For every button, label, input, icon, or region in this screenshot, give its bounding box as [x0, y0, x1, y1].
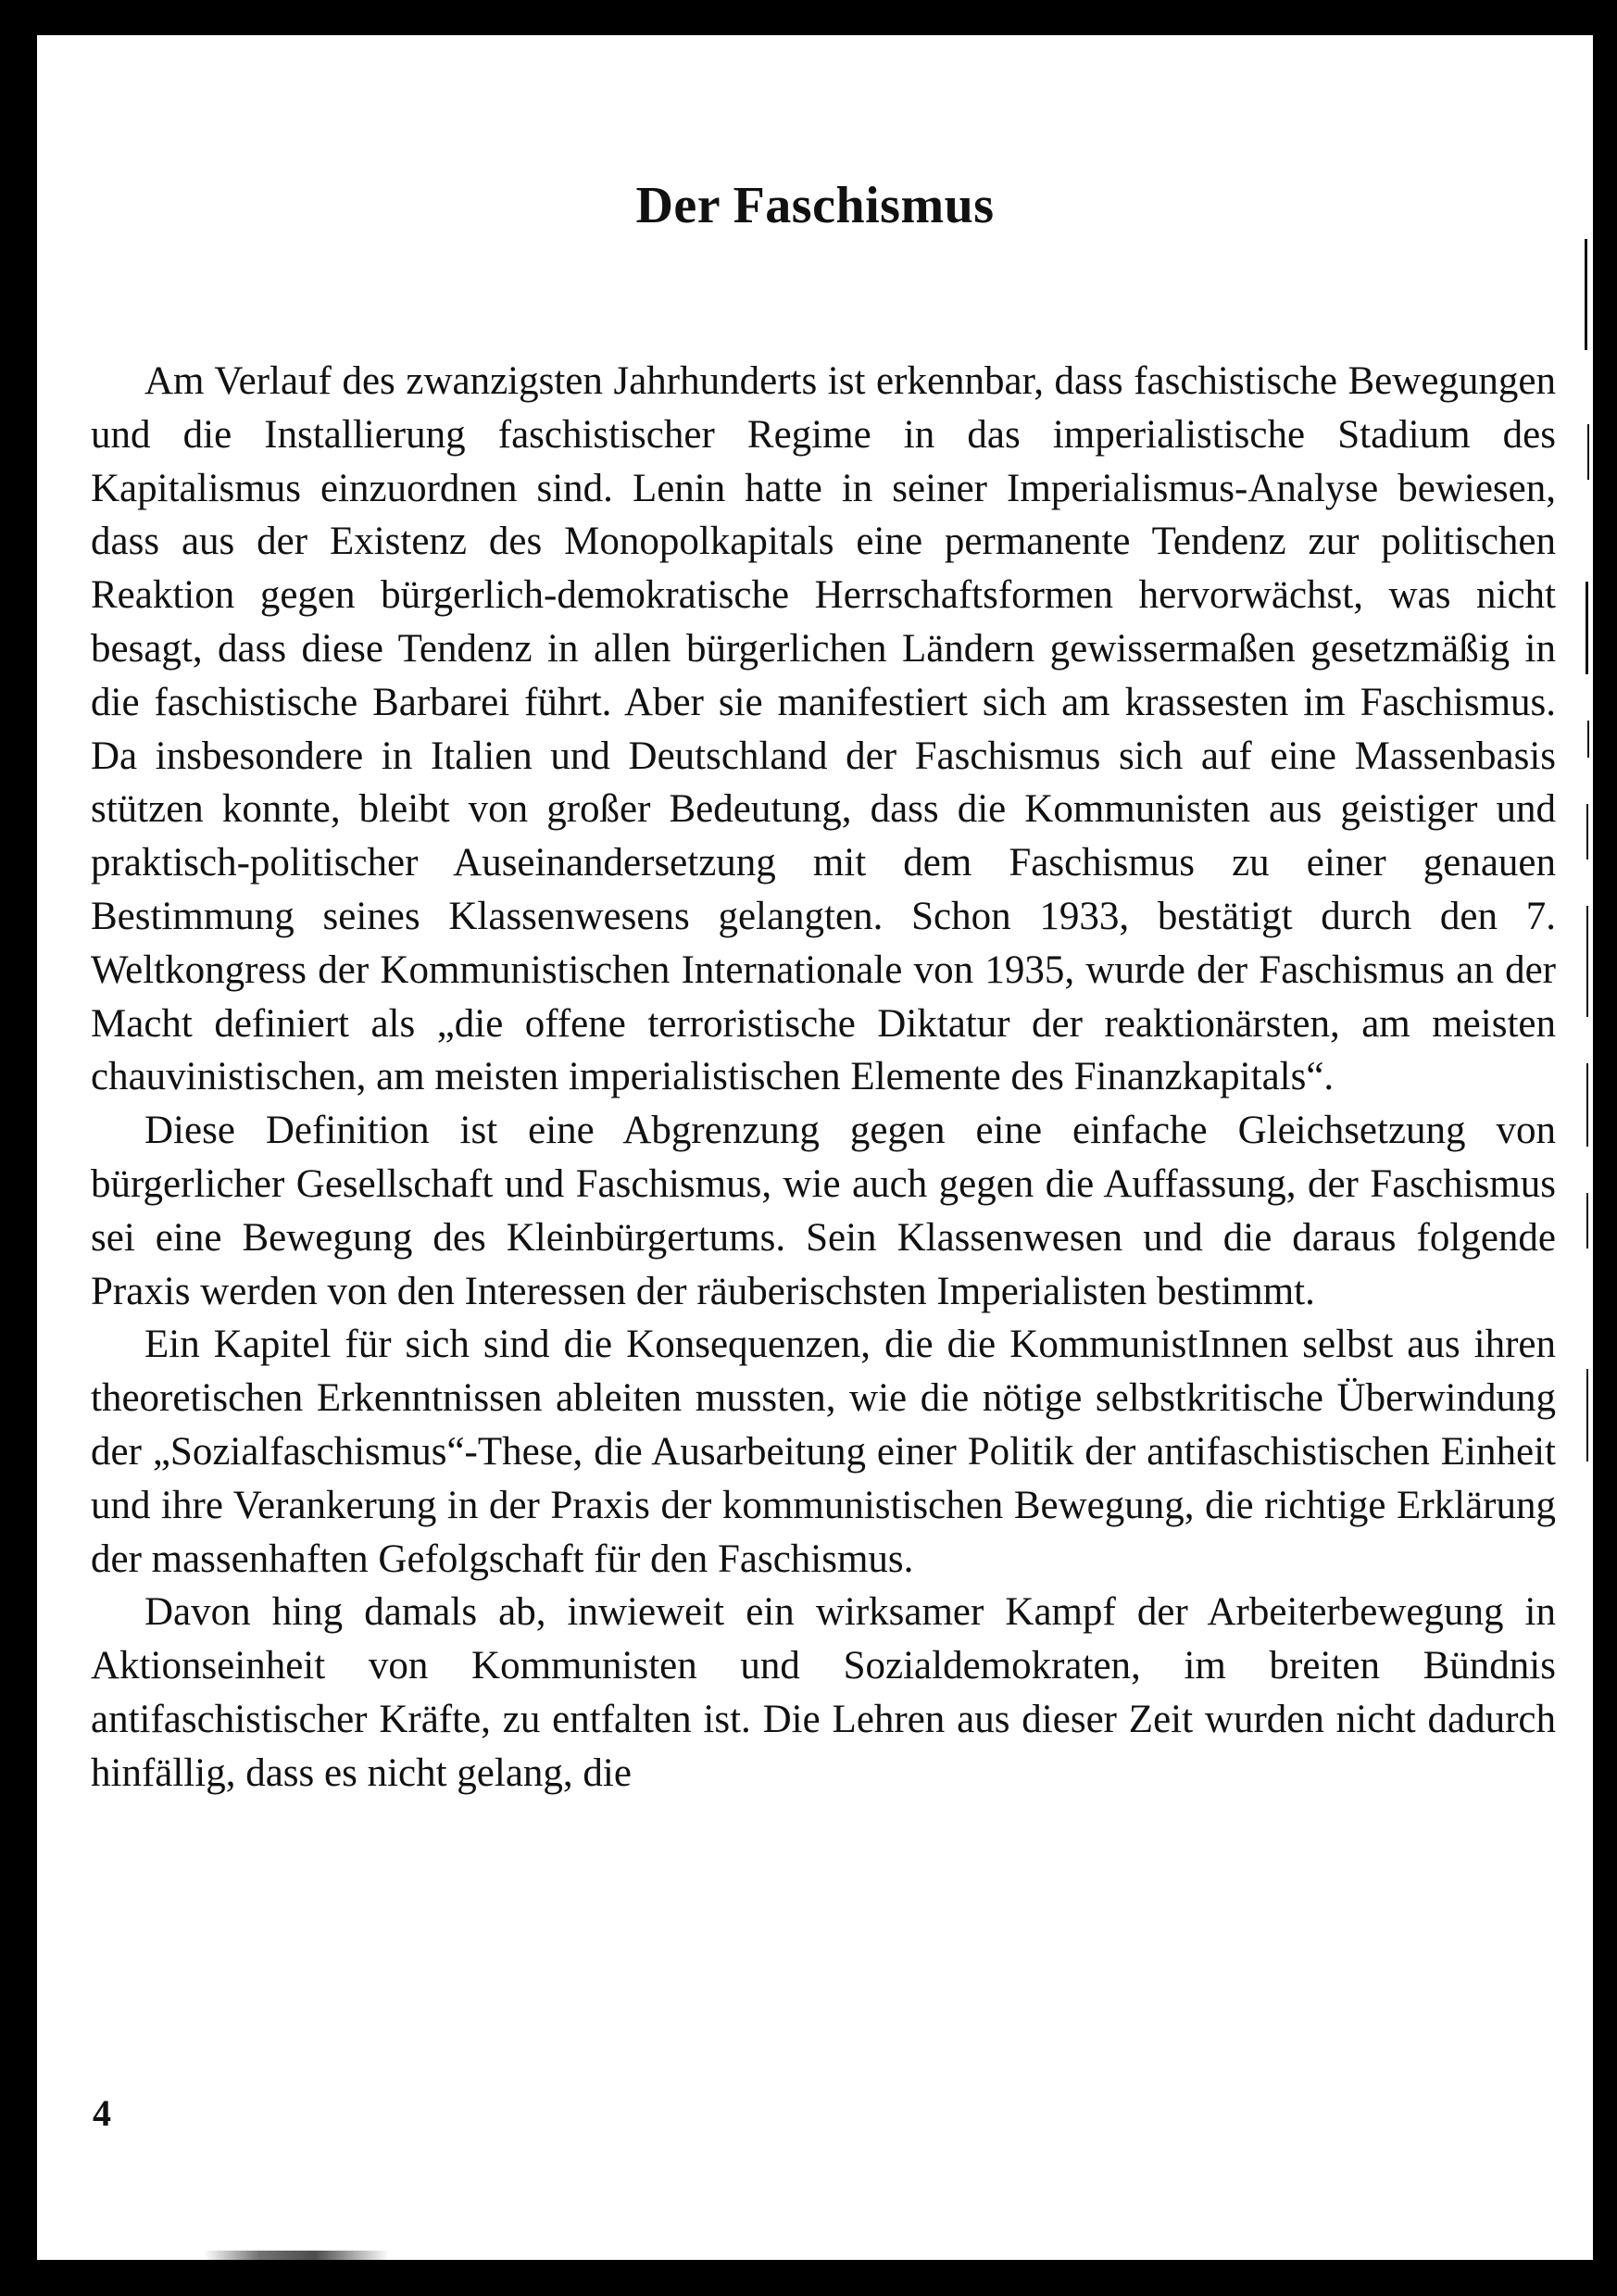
paragraph-3: Ein Kapitel für sich sind die Konsequenzen, die die KommunistInnen selbst aus ihren theoretischen Erkenntnissen ableiten mussten, wie die nötige selbstkritische Überwindung der „Sozialfaschismus“-These, die Ausarbeitung einer Politik der antifaschistischen Einheit und ihre Verankerung in der Praxis der kommunistischen Bewegung, die richtige Erklärung der massenhaften Gefolgschaft für den Faschismus. [91, 1323, 1556, 1581]
paragraph-2: Diese Definition ist eine Abgrenzung gegen eine einfache Gleichsetzung von bürgerlicher Gesellschaft und Faschismus, wie auch gegen die Auffassung, der Faschismus sei eine Bewegung des Kleinbürgertums. Sein Klassenwesen und die daraus folgende Praxis werden von den Interessen der räuberischsten Imperialisten bestimmt. [91, 1109, 1556, 1313]
scan-artifact-line [1586, 906, 1588, 1017]
scan-artifact-line [1586, 804, 1588, 859]
scan-artifact-line [1586, 1063, 1588, 1147]
scan-artifact-line [1586, 582, 1588, 674]
page-number: 4 [93, 2092, 111, 2134]
paragraph-1: Am Verlauf des zwanzigsten Jahrhunderts ist erkennbar, dass faschistische Bewegungen und die Installierung faschistischer Regime in das imperialistische Stadium des Kapitalismus einzuordnen sind. Lenin hatte in seiner Imperialismus-Analyse bewiesen, dass aus der Existenz des Monopolkapitals eine permanente Tendenz zur politischen Reaktion gegen bürgerlich-demokratische Herrschaftsformen hervorwächst, was nicht besagt, dass diese Tendenz in allen bürgerlichen Ländern gewissermaßen gesetzmäßig in die faschistische Barbarei führt. Aber sie manifestiert sich am krassesten im Faschismus. Da insbesondere in Italien und Deutschland der Faschismus sich auf eine Massenbasis stützen konnte, bleibt von großer Bedeutung, dass die Kommunisten aus geistiger und praktisch-politischer Auseinandersetzung mit dem Faschismus zu einer genauen Bestimmung seines Klassenwesens gelangten. Schon 1933, bestätigt durch den 7. Weltkongress der Kommunistischen Internationale von 1935, wurde der Faschismus an der Macht definiert als „die offene terroristische Diktatur der reaktionärsten, am meisten chauvinistischen, am meisten imperialistischen Elemente des Finanzkapitals“. [91, 359, 1556, 1099]
scan-artifact-line [1587, 424, 1589, 480]
body-text [91, 355, 1556, 1800]
scan-artifact-line [1586, 1369, 1588, 1462]
scan-artifact-line [1586, 1193, 1588, 1248]
scan-artifact-line [1585, 239, 1587, 350]
page-title: Der Faschismus [635, 177, 995, 234]
scan-artifact-line [1587, 721, 1589, 758]
scan-smudge [204, 2251, 389, 2260]
scanned-page [37, 35, 1593, 2260]
paragraph-4: Davon hing damals ab, inwieweit ein wirksamer Kampf der Arbeiterbewegung in Aktionseinheit von Kommunisten und Sozialdemokraten, im breiten Bündnis antifaschistischer Kräfte, zu entfalten ist. Die Lehren aus dieser Zeit wurden nicht dadurch hinfällig, dass es nicht gelang, die [91, 1590, 1556, 1795]
